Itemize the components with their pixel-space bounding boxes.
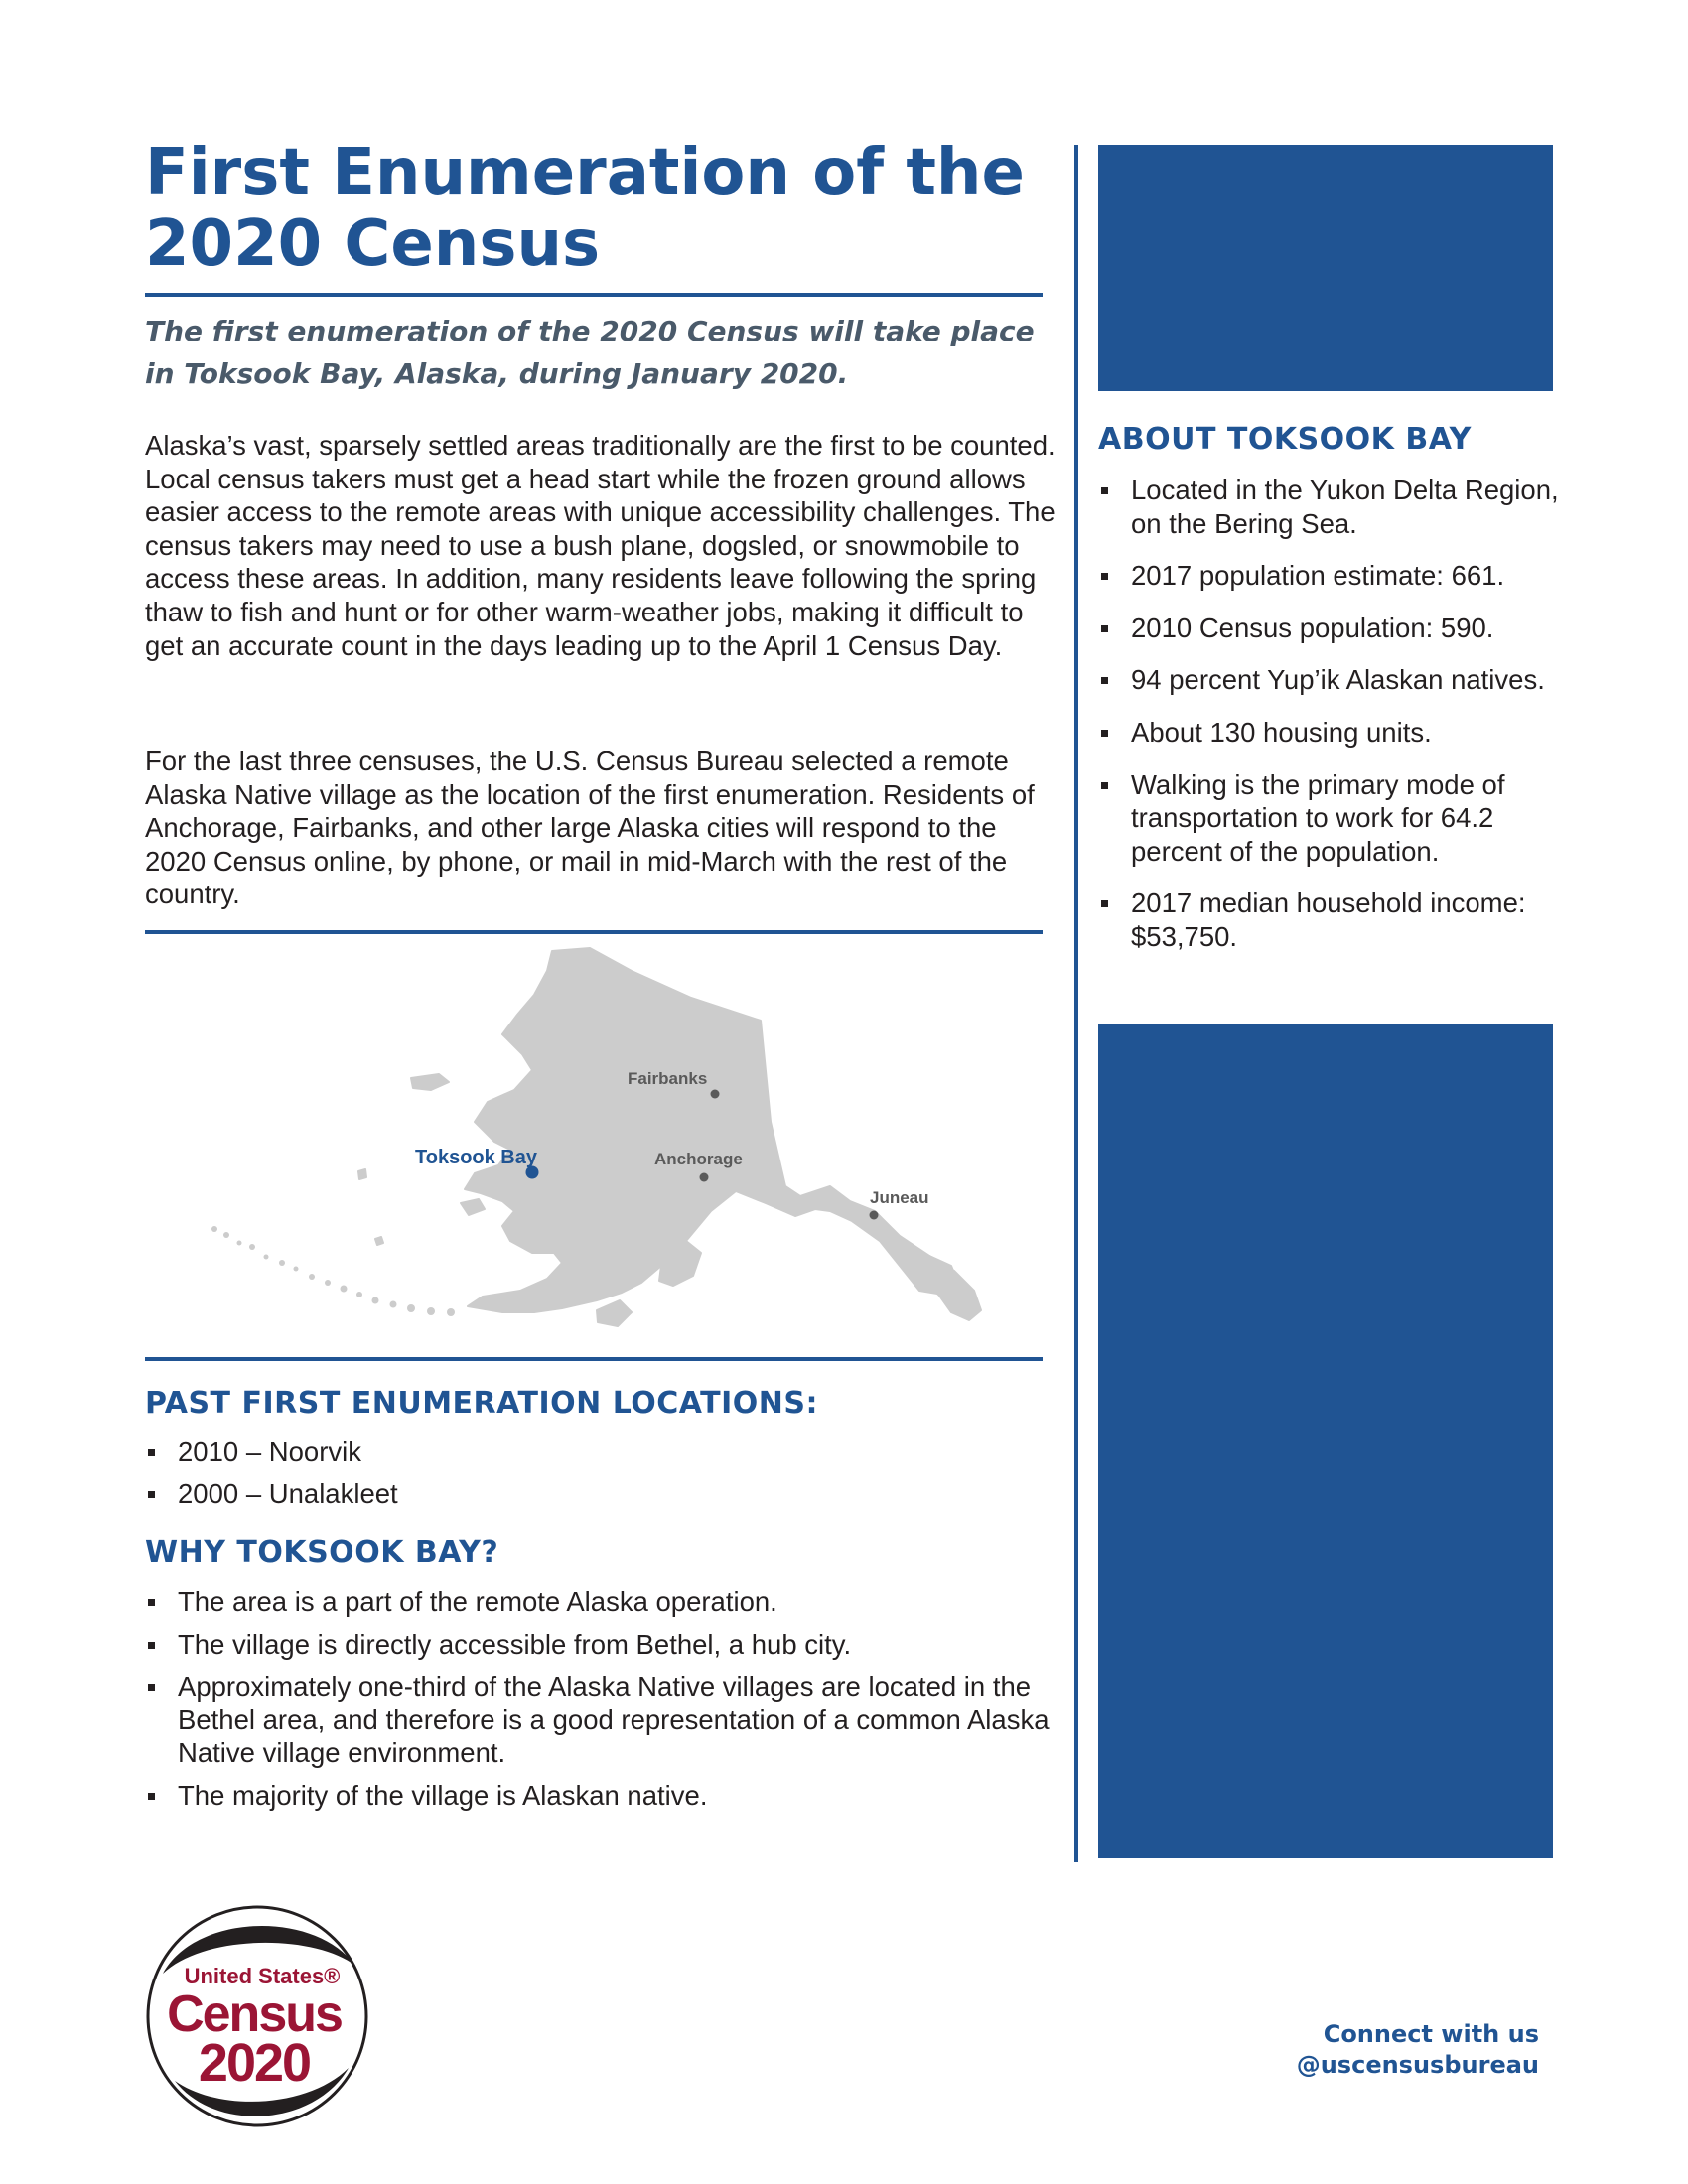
list-item: The area is a part of the remote Alaska operation. bbox=[145, 1585, 1058, 1619]
map-label-anchorage: Anchorage bbox=[654, 1150, 743, 1168]
list-item: Walking is the primary mode of transportation to work for 64.2 percent of the population. bbox=[1098, 768, 1575, 869]
alaska-mainland-shape bbox=[465, 948, 959, 1312]
list-item: Approximately one-third of the Alaska Native villages are located in the Bethel area, and therefore is a good representation of a common Alaska Native village environment. bbox=[145, 1670, 1058, 1770]
connect-label: Connect with us bbox=[1323, 2020, 1539, 2048]
why-toksook-heading: WHY TOKSOOK BAY? bbox=[145, 1535, 499, 1570]
nunivak-island-shape bbox=[461, 1199, 485, 1215]
fairbanks-marker bbox=[711, 1090, 720, 1099]
logo-line-united-states: United States® bbox=[184, 1964, 341, 1988]
title-divider bbox=[145, 293, 1043, 297]
kodiak-island-shape bbox=[597, 1300, 632, 1326]
juneau-marker bbox=[870, 1211, 879, 1220]
body-paragraph-1: Alaska’s vast, sparsely settled areas traditionally are the first to be counted. Local census takers must get a head start while the frozen ground allows easier access to the remote areas with unique accessibility challenges. The census takers may need to use a bush plane, dogsled, or snowmobile to access these areas. In addition, many residents leave following the spring thaw to fish and hunt or for other warm-weather jobs, making it difficult to get an accurate count in the days leading up to the April 1 Census Day. bbox=[145, 430, 1055, 661]
list-item: The majority of the village is Alaskan native. bbox=[145, 1779, 1058, 1813]
column-divider bbox=[1074, 145, 1078, 1862]
page-subtitle: The first enumeration of the 2020 Census will take place in Toksook Bay, Alaska, during January 2020. bbox=[145, 315, 1035, 390]
why-toksook-list bbox=[145, 1585, 1058, 1822]
census-2020-logo bbox=[145, 1904, 369, 2128]
list-item: The village is directly accessible from Bethel, a hub city. bbox=[145, 1628, 1058, 1662]
list-item: 2017 population estimate: 661. bbox=[1098, 559, 1575, 593]
list-item: About 130 housing units. bbox=[1098, 716, 1575, 750]
map-bottom-divider bbox=[145, 1357, 1043, 1361]
about-toksook-list bbox=[1098, 474, 1575, 973]
map-label-toksook-bay: Toksook Bay bbox=[415, 1147, 537, 1168]
list-item: 2010 – Noorvik bbox=[145, 1435, 1058, 1469]
social-handle-link[interactable]: @uscensusbureau bbox=[1296, 2051, 1539, 2079]
list-item: 94 percent Yup’ik Alaskan natives. bbox=[1098, 663, 1575, 697]
aleutian-islands bbox=[211, 1226, 455, 1316]
page-title: First Enumeration of the 2020 Census bbox=[145, 136, 1025, 281]
logo-line-census: Census bbox=[167, 1985, 342, 2043]
body-paragraph-2: For the last three censuses, the U.S. Census Bureau selected a remote Alaska Native village as the location of the first enumeration. Residents of Anchorage, Fairbanks, and other large Alaska cities will respond to the 2020 Census online, by phone, or mail in mid-March with the rest of the country. bbox=[145, 746, 1035, 910]
list-item: Located in the Yukon Delta Region, on the Bering Sea. bbox=[1098, 474, 1575, 540]
alaska-map bbox=[145, 943, 1058, 1350]
sidebar-bottom-block bbox=[1098, 1024, 1553, 1858]
map-top-divider bbox=[145, 930, 1043, 934]
list-item: 2017 median household income: $53,750. bbox=[1098, 887, 1575, 953]
footer-connect bbox=[1221, 2019, 1539, 2081]
sidebar-top-block bbox=[1098, 145, 1553, 391]
st-lawrence-island-shape bbox=[411, 1074, 449, 1090]
southeast-panhandle-shape bbox=[924, 1256, 981, 1320]
list-item: 2000 – Unalakleet bbox=[145, 1477, 1058, 1511]
map-label-fairbanks: Fairbanks bbox=[628, 1069, 708, 1088]
logo-line-2020: 2020 bbox=[198, 2033, 311, 2093]
anchorage-marker bbox=[700, 1173, 709, 1182]
map-label-juneau: Juneau bbox=[870, 1188, 929, 1207]
about-toksook-heading: ABOUT TOKSOOK BAY bbox=[1098, 422, 1472, 457]
past-locations-heading: PAST FIRST ENUMERATION LOCATIONS: bbox=[145, 1386, 819, 1421]
list-item: 2010 Census population: 590. bbox=[1098, 612, 1575, 645]
past-locations-list bbox=[145, 1435, 1058, 1518]
pribilof-islands-shape bbox=[375, 1237, 383, 1245]
st-matthew-island-shape bbox=[358, 1169, 366, 1179]
